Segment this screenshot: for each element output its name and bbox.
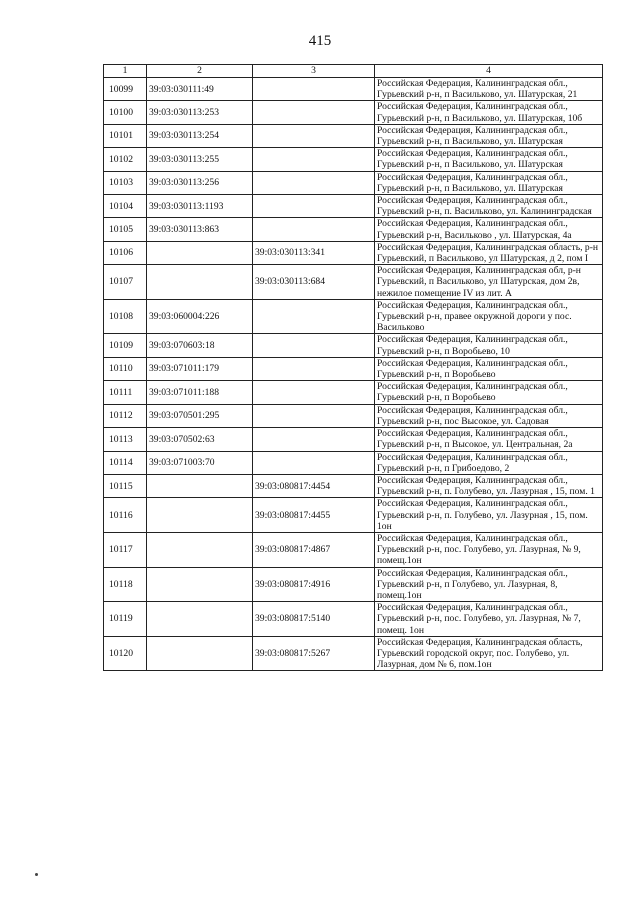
- address: Российская Федерация, Калининградская обл., Гурьевский р-н, п. Васильково, ул. Калининградская: [375, 195, 603, 218]
- address: Российская Федерация, Калининградская обл., Гурьевский р-н, п Васильково, ул. Шатурская: [375, 124, 603, 147]
- address: Российская Федерация, Калининградская обл., Гурьевский р-н, п Воробьево: [375, 357, 603, 380]
- row-number: 10100: [104, 101, 147, 124]
- row-number: 10117: [104, 532, 147, 567]
- table-row: [104, 171, 603, 194]
- row-number: 10115: [104, 474, 147, 497]
- table-row: [104, 404, 603, 427]
- cadastral-building-number: [253, 195, 375, 218]
- address: Российская Федерация, Калининградская обл., Гурьевский р-н, п Васильково, ул. Шатурская, 21: [375, 78, 603, 101]
- row-number: 10104: [104, 195, 147, 218]
- cadastral-building-number: [253, 404, 375, 427]
- table-row: [104, 299, 603, 334]
- address: Российская Федерация, Калининградская обл., Гурьевский р-н, п Голубево, ул. Лазурная, 8, помещ.1он: [375, 567, 603, 602]
- row-number: 10102: [104, 148, 147, 171]
- row-number: 10108: [104, 299, 147, 334]
- address: Российская Федерация, Калининградская область, Гурьевский городской округ, пос. Голубево, ул. Лазурная, дом № 6, пом.1он: [375, 636, 603, 671]
- cadastral-building-number: [253, 334, 375, 357]
- table-row: [104, 567, 603, 602]
- table-row: [104, 265, 603, 300]
- row-number: 10120: [104, 636, 147, 671]
- header-col-2: 2: [147, 65, 253, 78]
- row-number: 10114: [104, 451, 147, 474]
- table-row: [104, 334, 603, 357]
- table-row: [104, 602, 603, 637]
- row-number: 10109: [104, 334, 147, 357]
- address: Российская Федерация, Калининградская обл., Гурьевский р-н, п. Голубево, ул. Лазурная , 15, пом. 1: [375, 474, 603, 497]
- cadastral-land-number: 39:03:030113:863: [147, 218, 253, 241]
- table-row: [104, 124, 603, 147]
- row-number: 10103: [104, 171, 147, 194]
- cadastral-building-number: 39:03:080817:5267: [253, 636, 375, 671]
- table-row: [104, 451, 603, 474]
- cadastral-building-number: [253, 451, 375, 474]
- cadastral-land-number: 39:03:070502:63: [147, 428, 253, 451]
- address: Российская Федерация, Калининградская обл., Гурьевский р-н, п Воробьево: [375, 381, 603, 404]
- cadastral-land-number: 39:03:070501:295: [147, 404, 253, 427]
- address: Российская Федерация, Калининградская область, р-н Гурьевский, п Васильково, ул Шатурская, д 2, пом I: [375, 241, 603, 264]
- header-col-1: 1: [104, 65, 147, 78]
- cadastral-building-number: 39:03:080817:4867: [253, 532, 375, 567]
- cadastral-land-number: 39:03:071011:179: [147, 357, 253, 380]
- cadastral-land-number: 39:03:030113:255: [147, 148, 253, 171]
- address: Российская Федерация, Калининградская обл., Гурьевский р-н, п Воробьево, 10: [375, 334, 603, 357]
- cadastral-building-number: [253, 218, 375, 241]
- cadastral-building-number: 39:03:080817:4455: [253, 498, 375, 533]
- cadastral-land-number: [147, 474, 253, 497]
- table-row: [104, 498, 603, 533]
- cadastral-building-number: [253, 299, 375, 334]
- address: Российская Федерация, Калининградская обл., Гурьевский р-н, п Высокое, ул. Центральная, 2а: [375, 428, 603, 451]
- cadastral-building-number: [253, 101, 375, 124]
- register-table: [103, 64, 603, 671]
- cadastral-building-number: [253, 381, 375, 404]
- address: Российская Федерация, Калининградская обл, р-н Гурьевский, п Васильково, ул Шатурская, дом 2в, нежилое помещение IV из лит. А: [375, 265, 603, 300]
- table-row: [104, 357, 603, 380]
- row-number: 10111: [104, 381, 147, 404]
- cadastral-land-number: 39:03:030113:253: [147, 101, 253, 124]
- cadastral-land-number: [147, 636, 253, 671]
- row-number: 10110: [104, 357, 147, 380]
- cadastral-land-number: [147, 567, 253, 602]
- cadastral-land-number: 39:03:071011:188: [147, 381, 253, 404]
- cadastral-building-number: [253, 428, 375, 451]
- row-number: 10099: [104, 78, 147, 101]
- table-row: [104, 148, 603, 171]
- cadastral-land-number: [147, 532, 253, 567]
- cadastral-land-number: [147, 602, 253, 637]
- cadastral-land-number: [147, 241, 253, 264]
- address: Российская Федерация, Калининградская обл., Гурьевский р-н, пос Высокое, ул. Садовая: [375, 404, 603, 427]
- header-row: [104, 65, 603, 78]
- cadastral-land-number: [147, 265, 253, 300]
- cadastral-land-number: 39:03:030113:254: [147, 124, 253, 147]
- cadastral-land-number: 39:03:060004:226: [147, 299, 253, 334]
- cadastral-building-number: 39:03:080817:4916: [253, 567, 375, 602]
- page-number: 415: [308, 33, 332, 49]
- row-number: 10113: [104, 428, 147, 451]
- table-row: [104, 101, 603, 124]
- address: Российская Федерация, Калининградская обл., Гурьевский р-н, правее окружной дороги у пос. Васильково: [375, 299, 603, 334]
- row-number: 10112: [104, 404, 147, 427]
- row-number: 10118: [104, 567, 147, 602]
- row-number: 10105: [104, 218, 147, 241]
- cadastral-land-number: 39:03:030113:256: [147, 171, 253, 194]
- address: Российская Федерация, Калининградская обл., Гурьевский р-н, п Грибоедово, 2: [375, 451, 603, 474]
- address: Российская Федерация, Калининградская обл., Гурьевский р-н, пос. Голубево, ул. Лазурная, № 7, помещ. 1он: [375, 602, 603, 637]
- cadastral-land-number: 39:03:070603:18: [147, 334, 253, 357]
- row-number: 10107: [104, 265, 147, 300]
- cadastral-building-number: 39:03:080817:4454: [253, 474, 375, 497]
- cadastral-building-number: [253, 78, 375, 101]
- table-row: [104, 78, 603, 101]
- address: Российская Федерация, Калининградская обл., Гурьевский р-н, п Васильково, ул. Шатурская: [375, 148, 603, 171]
- row-number: 10116: [104, 498, 147, 533]
- scan-speck: [35, 873, 38, 876]
- address: Российская Федерация, Калининградская обл., Гурьевский р-н, Васильково , ул. Шатурская, 4а: [375, 218, 603, 241]
- header-col-3: 3: [253, 65, 375, 78]
- cadastral-land-number: 39:03:030111:49: [147, 78, 253, 101]
- row-number: 10119: [104, 602, 147, 637]
- table-row: [104, 195, 603, 218]
- cadastral-building-number: [253, 357, 375, 380]
- cadastral-land-number: [147, 498, 253, 533]
- address: Российская Федерация, Калининградская обл., Гурьевский р-н, п Васильково, ул. Шатурская: [375, 171, 603, 194]
- cadastral-building-number: [253, 148, 375, 171]
- table-row: [104, 381, 603, 404]
- row-number: 10101: [104, 124, 147, 147]
- row-number: 10106: [104, 241, 147, 264]
- cadastral-building-number: 39:03:030113:684: [253, 265, 375, 300]
- table-row: [104, 636, 603, 671]
- cadastral-building-number: 39:03:030113:341: [253, 241, 375, 264]
- table-row: [104, 532, 603, 567]
- cadastral-land-number: 39:03:030113:1193: [147, 195, 253, 218]
- header-col-4: 4: [375, 65, 603, 78]
- table-row: [104, 474, 603, 497]
- address: Российская Федерация, Калининградская обл., Гурьевский р-н, п. Голубево, ул. Лазурная , 15, пом. 1он: [375, 498, 603, 533]
- cadastral-land-number: 39:03:071003:70: [147, 451, 253, 474]
- address: Российская Федерация, Калининградская обл., Гурьевский р-н, пос. Голубево, ул. Лазурная, № 9, помещ.1он: [375, 532, 603, 567]
- cadastral-building-number: [253, 171, 375, 194]
- table-row: [104, 428, 603, 451]
- cadastral-building-number: 39:03:080817:5140: [253, 602, 375, 637]
- table-row: [104, 218, 603, 241]
- address: Российская Федерация, Калининградская обл., Гурьевский р-н, п Васильково, ул. Шатурская, 10б: [375, 101, 603, 124]
- cadastral-building-number: [253, 124, 375, 147]
- table-row: [104, 241, 603, 264]
